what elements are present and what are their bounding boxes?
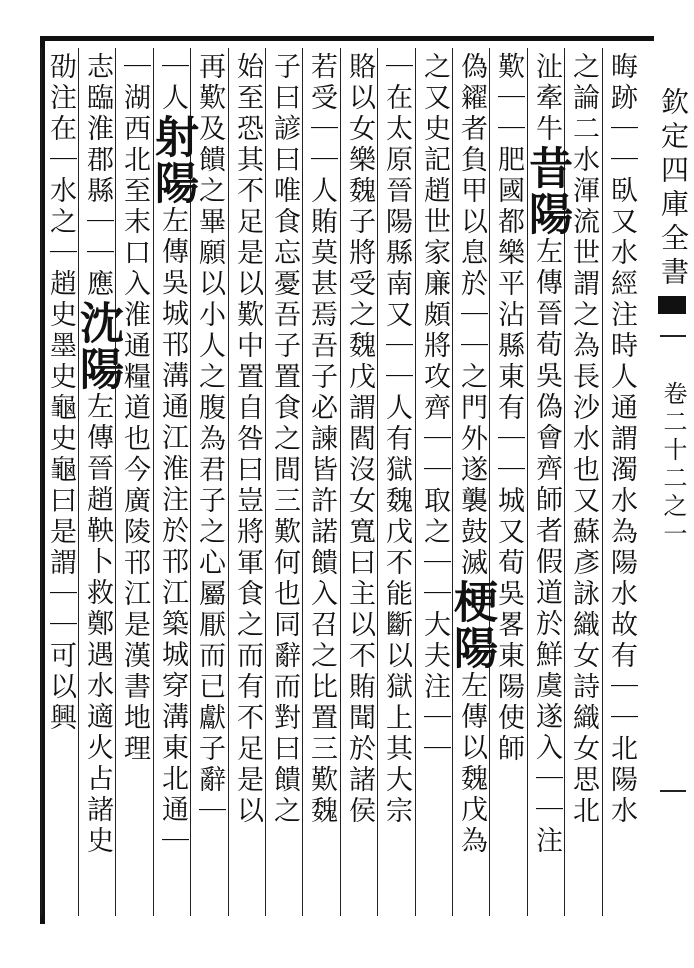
text-column <box>418 52 450 765</box>
text-column <box>446 52 497 857</box>
column-text: 左傳以魏戊為 <box>456 671 487 857</box>
column-text: 若受｜｜人賄莫甚焉吾子必諫皆許諾饋入召之比置三歎魏 <box>306 52 337 827</box>
column-rule <box>340 48 341 916</box>
column-text: 志臨淮郡縣｜｜應 <box>82 52 113 300</box>
column-text: 賂以女樂魏子將受之魏戊謂閻沒女寬曰主以不賄聞於諸侯 <box>344 52 375 827</box>
column-text: 湖西北至末口入淮通糧道也今廣陵邗江是漢書地理 <box>119 83 150 765</box>
column-text: 肥國都樂平沾縣東有｜｜城又荀吳畧東陽使師 <box>493 145 524 765</box>
column-rule <box>415 48 416 916</box>
column-text: 子曰諺曰唯食忘憂吾子置食之間三歎何也同辭而對曰饋之 <box>269 52 300 827</box>
text-column <box>380 52 412 827</box>
column-rule <box>302 48 303 916</box>
margin-rule <box>660 335 686 337</box>
column-rule <box>265 48 266 916</box>
column-text: 左傳吳城邗溝通江淮注於邗江築城穿溝東北通｜ <box>157 206 188 857</box>
column-text: ｜人 <box>157 52 188 114</box>
text-column <box>521 52 572 857</box>
column-text: 沚牽牛 <box>531 52 562 145</box>
margin-rule-lower <box>660 790 686 792</box>
column-text: 劭注在｜水之｜ <box>45 52 76 269</box>
text-column <box>605 52 637 827</box>
column-rule <box>41 48 42 916</box>
text-column <box>305 52 337 827</box>
column-text: 趙史墨史龜史龜曰是謂｜｜可以興 <box>45 269 76 734</box>
column-text: 之論二水渾流世謂之為長沙水也又蘇彥詠織女詩織女思北 <box>568 52 599 827</box>
column-text: 再歎及饋之畢願以小人之腹為君子之心屬厭而已獻子辭｜ <box>194 52 225 827</box>
column-text: 左傳晉趙鞅卜救鄭遇水適火占諸史 <box>82 392 113 857</box>
book-title: 欽定四庫全書 <box>657 87 690 291</box>
column-text: 晦跡｜｜臥又水經注時人通謂濁水為陽水故有｜｜北陽水 <box>606 52 637 827</box>
column-rule <box>78 48 79 916</box>
column-text: 左傳晉荀吳偽會齊師者假道於鮮虞遂入｜｜注 <box>531 237 562 857</box>
volume-label: 卷二十二之一 <box>659 381 687 549</box>
column-rule <box>602 48 603 916</box>
column-text: ｜ <box>119 52 150 83</box>
text-column <box>147 52 198 857</box>
column-rule <box>377 48 378 916</box>
text-column <box>44 52 76 734</box>
place-name-heading: 梗陽 <box>446 579 497 671</box>
column-rule <box>489 48 490 916</box>
text-column <box>72 52 123 857</box>
text-column <box>268 52 300 827</box>
column-text: 之又史記趙世家廉頗將攻齊｜｜取之 <box>419 52 450 548</box>
text-column <box>343 52 375 827</box>
column-text: ｜｜大夫注｜｜ <box>419 548 450 765</box>
column-text: 歎｜｜ <box>493 52 524 145</box>
column-rule <box>115 48 116 916</box>
column-text: ｜在太原晉陽縣南又｜｜人有獄魏戊不能斷以獄上其大宗 <box>381 52 412 827</box>
place-name-heading: 沈陽 <box>72 300 123 392</box>
column-text: 偽糴者負甲以息於｜｜之門外遂襲鼓滅 <box>456 52 487 579</box>
text-column <box>118 52 150 765</box>
text-column <box>231 52 263 827</box>
column-text: 始至恐其不足是以歎中置自咎曰豈將軍食之而有不足是以 <box>232 52 263 827</box>
column-rule <box>228 48 229 916</box>
place-name-heading: 昔陽 <box>521 145 572 237</box>
place-name-heading: 射陽 <box>147 114 198 206</box>
column-rule <box>452 48 453 916</box>
